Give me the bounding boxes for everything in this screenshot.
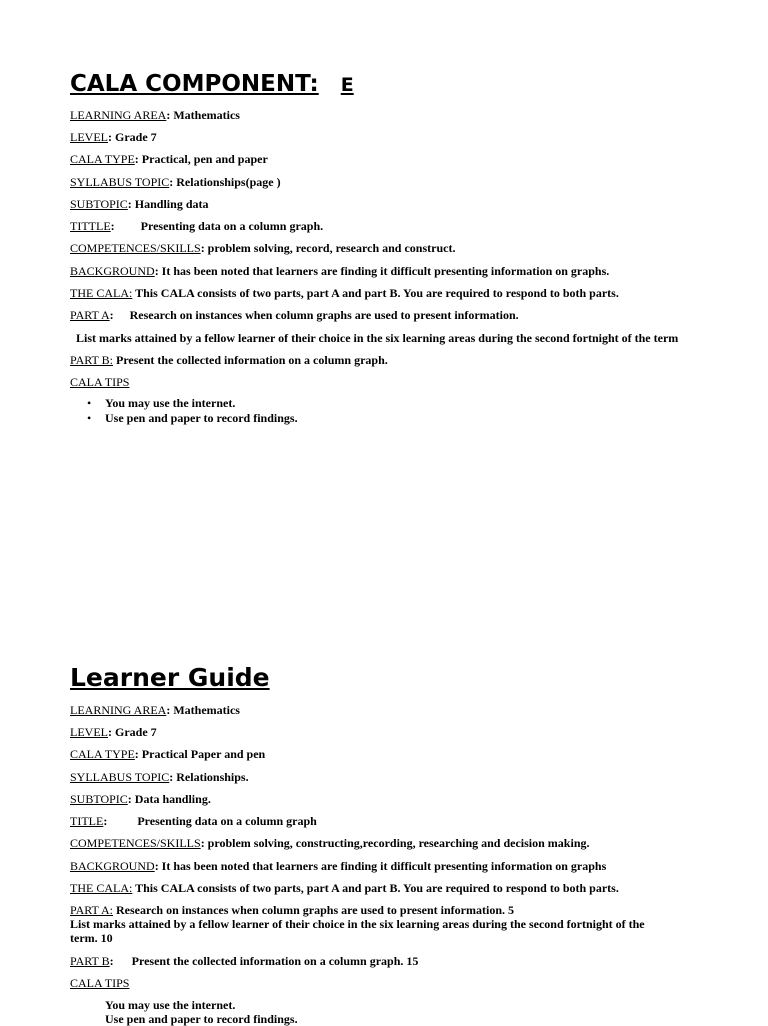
subtopic-line bbox=[70, 792, 211, 806]
field-label: LEVEL bbox=[70, 725, 108, 739]
field-value: : Handling data bbox=[127, 197, 209, 211]
field-value: : It has been noted that learners are finding it difficult presenting information on graphs bbox=[154, 859, 607, 873]
field-label: LEARNING AREA bbox=[70, 108, 167, 122]
title-line bbox=[70, 814, 317, 828]
field-value: : Grade 7 bbox=[108, 130, 157, 144]
field-label: SUBTOPIC bbox=[70, 792, 128, 806]
field-value: : Relationships(page ) bbox=[169, 175, 281, 189]
list-item: You may use the internet. bbox=[105, 998, 236, 1012]
field-value: : problem solving, record, research and construct. bbox=[200, 241, 456, 255]
level-line bbox=[70, 130, 157, 144]
field-colon: : bbox=[109, 954, 114, 968]
field-label: TITTLE bbox=[70, 219, 111, 233]
field-label: CALA TIPS bbox=[70, 976, 130, 990]
field-label: SYLLABUS TOPIC bbox=[70, 175, 170, 189]
cala-type-line bbox=[70, 747, 265, 761]
part-a-extra-line bbox=[76, 331, 678, 345]
list-item: • Use pen and paper to record findings. bbox=[70, 411, 298, 426]
learning-area-line bbox=[70, 108, 240, 122]
the-cala-line bbox=[70, 286, 619, 300]
list-item: Use pen and paper to record findings. bbox=[105, 1012, 298, 1026]
field-label: PART A bbox=[70, 308, 110, 322]
cala-tips-line bbox=[70, 976, 129, 990]
field-colon: : bbox=[110, 219, 115, 233]
field-value: : Mathematics bbox=[166, 108, 240, 122]
field-value: : Mathematics bbox=[166, 703, 240, 717]
part-a-line bbox=[70, 308, 519, 322]
heading-text: CALA COMPONENT: bbox=[70, 71, 319, 97]
subtopic-line bbox=[70, 197, 209, 211]
field-label: PART B bbox=[70, 954, 110, 968]
cala-tips-list bbox=[105, 998, 298, 1026]
field-value: Research on instances when column graphs are used to present information. 5 bbox=[112, 903, 514, 917]
field-value: List marks attained by a fellow learner of their choice in the six learning areas during the second fortnight of the term bbox=[76, 331, 679, 345]
field-value: Presenting data on a column graph. bbox=[140, 219, 324, 233]
cala-tips-line bbox=[70, 375, 129, 389]
cala-type-line bbox=[70, 152, 268, 166]
field-value: : Practical, pen and paper bbox=[134, 152, 268, 166]
field-value: : Data handling. bbox=[127, 792, 211, 806]
background-line bbox=[70, 859, 606, 873]
component-code: E bbox=[340, 74, 354, 96]
part-a-line bbox=[70, 903, 514, 917]
field-label: LEARNING AREA bbox=[70, 703, 167, 717]
field-value: : Relationships. bbox=[169, 770, 249, 784]
learning-area-line bbox=[70, 703, 240, 717]
field-colon: : bbox=[103, 814, 108, 828]
field-label: THE CALA: bbox=[70, 286, 133, 300]
field-value: Present the collected information on a column graph. bbox=[112, 353, 388, 367]
field-value: This CALA consists of two parts, part A and part B. You are required to respond to both parts. bbox=[132, 881, 619, 895]
field-label: THE CALA: bbox=[70, 881, 133, 895]
part-a-extra-line bbox=[70, 917, 670, 945]
field-label: CALA TYPE bbox=[70, 747, 135, 761]
field-colon: : bbox=[109, 308, 114, 322]
field-value: Present the collected information on a column graph. 15 bbox=[131, 954, 419, 968]
field-value: Presenting data on a column graph bbox=[137, 814, 317, 828]
part-b-line bbox=[70, 353, 388, 367]
cala-tips-list bbox=[70, 396, 298, 426]
title-line bbox=[70, 219, 323, 233]
cala-component-heading bbox=[70, 70, 354, 99]
field-label: BACKGROUND bbox=[70, 264, 155, 278]
learner-guide-heading: Learner Guide bbox=[70, 663, 270, 692]
field-value: This CALA consists of two parts, part A and part B. You are required to respond to both parts. bbox=[132, 286, 619, 300]
field-value: List marks attained by a fellow learner of their choice in the six learning areas during the second fortnight of the term. 10 bbox=[70, 917, 645, 945]
list-item: • You may use the internet. bbox=[70, 396, 298, 411]
field-label: TITLE bbox=[70, 814, 104, 828]
field-value: : problem solving, constructing,recording, researching and decision making. bbox=[200, 836, 590, 850]
field-value: : Grade 7 bbox=[108, 725, 157, 739]
field-value: Research on instances when column graphs are used to present information. bbox=[129, 308, 519, 322]
field-label: SYLLABUS TOPIC bbox=[70, 770, 170, 784]
level-line bbox=[70, 725, 157, 739]
competences-line bbox=[70, 836, 590, 850]
field-label: PART A: bbox=[70, 903, 113, 917]
syllabus-topic-line bbox=[70, 175, 281, 189]
syllabus-topic-line bbox=[70, 770, 249, 784]
field-label: LEVEL bbox=[70, 130, 108, 144]
part-b-line bbox=[70, 954, 418, 968]
field-label: COMPETENCES/SKILLS bbox=[70, 241, 201, 255]
the-cala-line bbox=[70, 881, 619, 895]
field-label: COMPETENCES/SKILLS bbox=[70, 836, 201, 850]
field-label: CALA TYPE bbox=[70, 152, 135, 166]
background-line bbox=[70, 264, 609, 278]
field-label: CALA TIPS bbox=[70, 375, 130, 389]
field-value: : It has been noted that learners are finding it difficult presenting information on graphs. bbox=[154, 264, 610, 278]
field-label: PART B: bbox=[70, 353, 113, 367]
field-label: SUBTOPIC bbox=[70, 197, 128, 211]
competences-line bbox=[70, 241, 455, 255]
field-label: BACKGROUND bbox=[70, 859, 155, 873]
field-value: : Practical Paper and pen bbox=[134, 747, 266, 761]
